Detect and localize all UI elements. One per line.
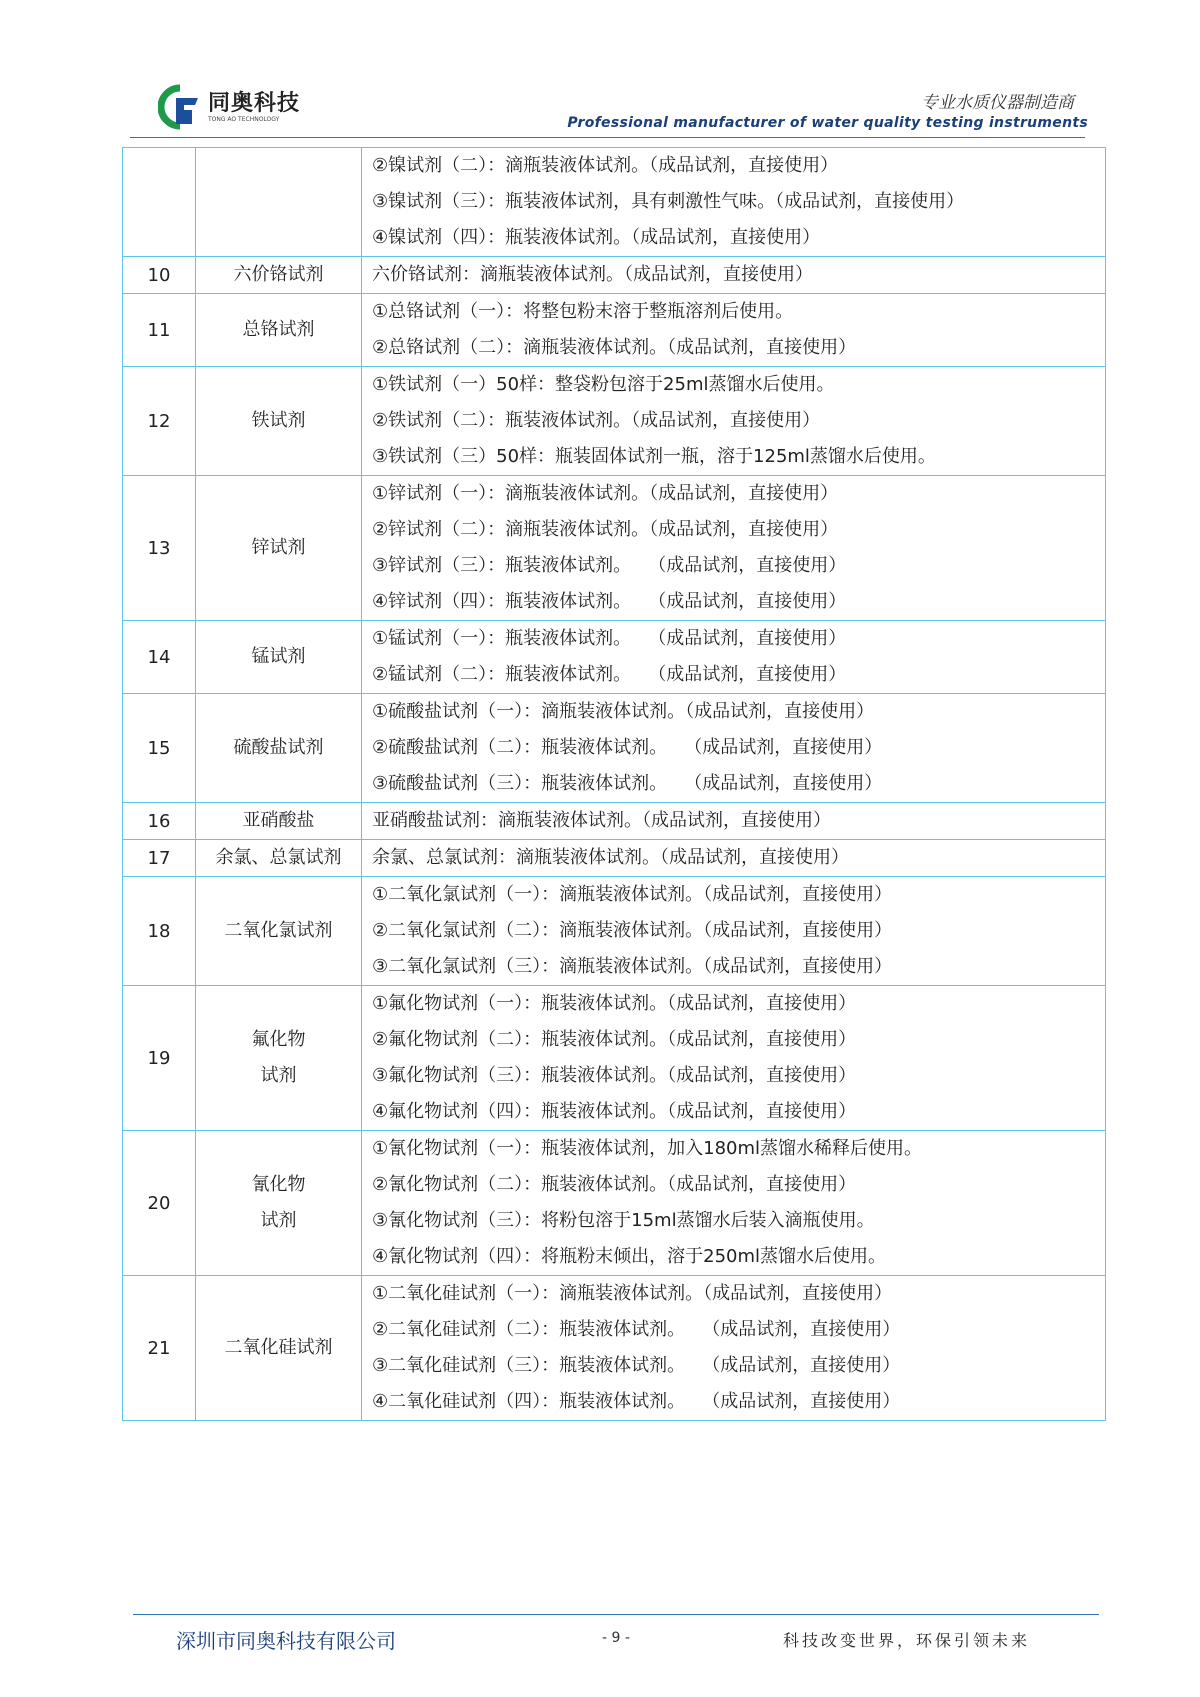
table-row <box>123 476 1106 621</box>
reagent-name: 硫酸盐试剂 <box>196 694 362 803</box>
description-line: ②锰试剂（二）：瓶装液体试剂。 （成品试剂，直接使用） <box>372 664 847 685</box>
row-number <box>123 148 196 257</box>
description-line: ①氟化物试剂（一）：瓶装液体试剂。（成品试剂，直接使用） <box>372 993 857 1014</box>
tagline-cn: 专业水质仪器制造商 <box>921 93 1074 113</box>
table-row <box>123 257 1106 294</box>
description-line: ③氟化物试剂（三）：瓶装液体试剂。（成品试剂，直接使用） <box>372 1065 857 1086</box>
description-line: ③锌试剂（三）：瓶装液体试剂。 （成品试剂，直接使用） <box>372 555 847 576</box>
description-line: ②硫酸盐试剂（二）：瓶装液体试剂。 （成品试剂，直接使用） <box>372 737 883 758</box>
description-line: ①氰化物试剂（一）：瓶装液体试剂，加入180ml蒸馏水稀释后使用。 <box>372 1138 923 1159</box>
table-row <box>123 1131 1106 1276</box>
logo-text-en: TONG AO TECHNOLOGY <box>208 115 280 123</box>
reagent-description <box>362 840 1106 877</box>
description-line: ③镍试剂（三）：瓶装液体试剂，具有刺激性气味。（成品试剂，直接使用） <box>372 191 965 212</box>
row-number: 10 <box>123 257 196 294</box>
table-row <box>123 294 1106 367</box>
table-row <box>123 1276 1106 1421</box>
description-line: ②铁试剂（二）：瓶装液体试剂。（成品试剂，直接使用） <box>372 410 821 431</box>
reagent-description <box>362 877 1106 986</box>
description-line: ④镍试剂（四）：瓶装液体试剂。（成品试剂，直接使用） <box>372 227 821 248</box>
reagent-name: 亚硝酸盐 <box>196 803 362 840</box>
row-number: 21 <box>123 1276 196 1421</box>
reagent-description <box>362 1131 1106 1276</box>
reagent-description <box>362 476 1106 621</box>
reagent-name: 余氯、总氯试剂 <box>196 840 362 877</box>
table-row <box>123 877 1106 986</box>
reagent-description <box>362 986 1106 1131</box>
description-line: ①硫酸盐试剂（一）：滴瓶装液体试剂。（成品试剂，直接使用） <box>372 701 875 722</box>
reagent-description <box>362 294 1106 367</box>
description-line: ④二氧化硅试剂（四）：瓶装液体试剂。 （成品试剂，直接使用） <box>372 1391 901 1412</box>
description-line: ③二氧化硅试剂（三）：瓶装液体试剂。 （成品试剂，直接使用） <box>372 1355 901 1376</box>
reagent-description <box>362 803 1106 840</box>
row-number: 17 <box>123 840 196 877</box>
description-line: ②氰化物试剂（二）：瓶装液体试剂。（成品试剂，直接使用） <box>372 1174 857 1195</box>
reagent-table <box>122 147 1106 1421</box>
table-row <box>123 986 1106 1131</box>
description-line: ②二氧化氯试剂（二）：滴瓶装液体试剂。（成品试剂，直接使用） <box>372 920 893 941</box>
description-line: ②氟化物试剂（二）：瓶装液体试剂。（成品试剂，直接使用） <box>372 1029 857 1050</box>
reagent-name: 二氧化氯试剂 <box>196 877 362 986</box>
reagent-name: 锰试剂 <box>196 621 362 694</box>
reagent-name: 六价铬试剂 <box>196 257 362 294</box>
footer-slogan: 科技改变世界，环保引领未来 <box>783 1631 1031 1650</box>
reagent-description <box>362 621 1106 694</box>
row-number: 15 <box>123 694 196 803</box>
description-line: ②镍试剂（二）：滴瓶装液体试剂。（成品试剂，直接使用） <box>372 155 839 176</box>
table-row <box>123 148 1106 257</box>
table-row <box>123 803 1106 840</box>
reagent-name: 总铬试剂 <box>196 294 362 367</box>
description-line: ③二氧化氯试剂（三）：滴瓶装液体试剂。（成品试剂，直接使用） <box>372 956 893 977</box>
reagent-description <box>362 148 1106 257</box>
row-number: 12 <box>123 367 196 476</box>
table-row <box>123 367 1106 476</box>
description-line: ②总铬试剂（二）：滴瓶装液体试剂。（成品试剂，直接使用） <box>372 337 857 358</box>
logo-mark-icon <box>158 84 204 130</box>
description-line: ③硫酸盐试剂（三）：瓶装液体试剂。 （成品试剂，直接使用） <box>372 773 883 794</box>
reagent-description <box>362 367 1106 476</box>
reagent-name: 氰化物 试剂 <box>196 1131 362 1276</box>
row-number: 20 <box>123 1131 196 1276</box>
description-line: ④氟化物试剂（四）：瓶装液体试剂。（成品试剂，直接使用） <box>372 1101 857 1122</box>
description-line: ②二氧化硅试剂（二）：瓶装液体试剂。 （成品试剂，直接使用） <box>372 1319 901 1340</box>
description-line: ③氰化物试剂（三）：将粉包溶于15ml蒸馏水后装入滴瓶使用。 <box>372 1210 875 1231</box>
table-row <box>123 621 1106 694</box>
reagent-name: 二氧化硅试剂 <box>196 1276 362 1421</box>
description-line: ①二氧化硅试剂（一）：滴瓶装液体试剂。（成品试剂，直接使用） <box>372 1283 893 1304</box>
description-line: ①锌试剂（一）：滴瓶装液体试剂。（成品试剂，直接使用） <box>372 483 839 504</box>
description-line: 亚硝酸盐试剂：滴瓶装液体试剂。（成品试剂，直接使用） <box>372 810 831 831</box>
row-number: 14 <box>123 621 196 694</box>
reagent-description <box>362 694 1106 803</box>
description-line: ③铁试剂（三）50样：瓶装固体试剂一瓶，溶于125ml蒸馏水后使用。 <box>372 446 936 467</box>
description-line: ②锌试剂（二）：滴瓶装液体试剂。（成品试剂，直接使用） <box>372 519 839 540</box>
footer-company: 深圳市同奥科技有限公司 <box>176 1629 396 1653</box>
header-divider <box>130 137 1085 138</box>
description-line: ①锰试剂（一）：瓶装液体试剂。 （成品试剂，直接使用） <box>372 628 847 649</box>
description-line: ④氰化物试剂（四）：将瓶粉末倾出，溶于250ml蒸馏水后使用。 <box>372 1246 887 1267</box>
tagline-en: Professional manufacturer of water quality testing instruments <box>567 115 1088 131</box>
description-line: 六价铬试剂：滴瓶装液体试剂。（成品试剂，直接使用） <box>372 264 813 285</box>
reagent-name <box>196 148 362 257</box>
row-number: 18 <box>123 877 196 986</box>
description-line: ①二氧化氯试剂（一）：滴瓶装液体试剂。（成品试剂，直接使用） <box>372 884 893 905</box>
reagent-description <box>362 1276 1106 1421</box>
page-number: - 9 - <box>602 1630 630 1646</box>
company-logo <box>158 84 300 130</box>
description-line: ①铁试剂（一）50样：整袋粉包溶于25ml蒸馏水后使用。 <box>372 374 835 395</box>
row-number: 11 <box>123 294 196 367</box>
reagent-name: 氟化物 试剂 <box>196 986 362 1131</box>
description-line: ④锌试剂（四）：瓶装液体试剂。 （成品试剂，直接使用） <box>372 591 847 612</box>
footer-divider <box>133 1614 1099 1615</box>
description-line: 余氯、总氯试剂：滴瓶装液体试剂。（成品试剂，直接使用） <box>372 847 849 868</box>
row-number: 13 <box>123 476 196 621</box>
reagent-description <box>362 257 1106 294</box>
table-row <box>123 840 1106 877</box>
row-number: 19 <box>123 986 196 1131</box>
row-number: 16 <box>123 803 196 840</box>
description-line: ①总铬试剂（一）：将整包粉末溶于整瓶溶剂后使用。 <box>372 301 794 322</box>
reagent-name: 铁试剂 <box>196 367 362 476</box>
reagent-name: 锌试剂 <box>196 476 362 621</box>
table-row <box>123 694 1106 803</box>
logo-text-cn: 同奥科技 <box>208 90 301 116</box>
